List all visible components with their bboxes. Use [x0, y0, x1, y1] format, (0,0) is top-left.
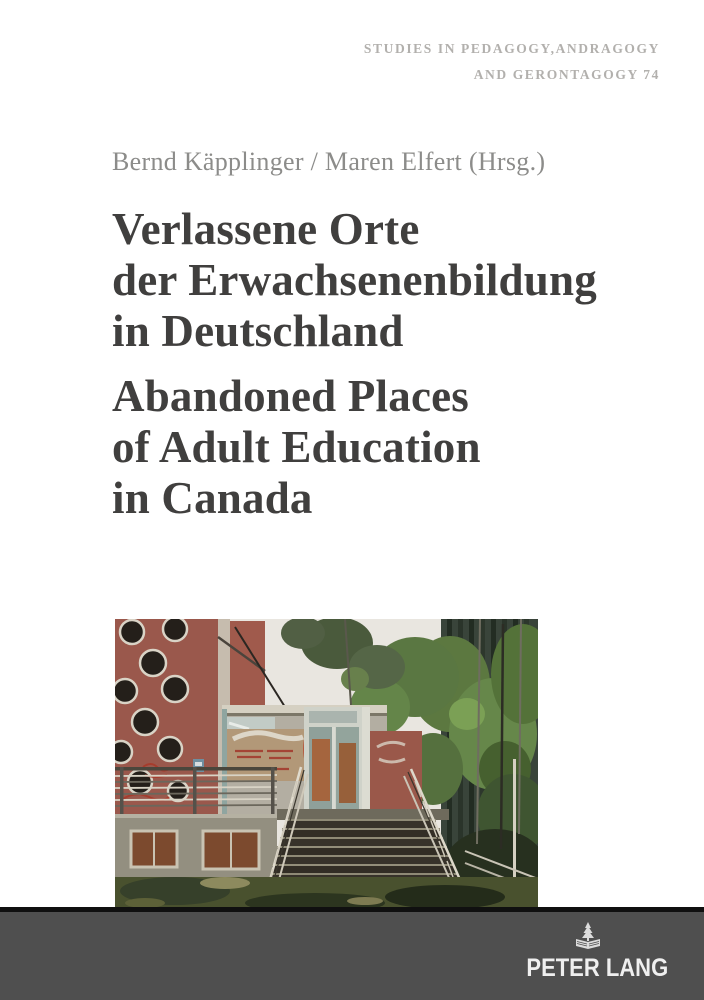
- title-english: [112, 371, 481, 524]
- cover-photo: [115, 619, 538, 907]
- title-en-line-1: Abandoned Places: [112, 371, 470, 421]
- title-en-line-3: in Canada: [112, 473, 313, 523]
- publisher-footer: [0, 912, 704, 1000]
- title-de-line-1: Verlassene Orte: [112, 204, 420, 254]
- title-de-line-2: der Erwachsenenbildung: [112, 255, 597, 305]
- series-line-2: AND GERONTAGOGY 74: [473, 67, 660, 82]
- publisher-name: PETER LANG: [526, 954, 669, 982]
- publisher-block: [518, 922, 669, 983]
- title-en-line-2: of Adult Education: [112, 422, 481, 472]
- title-de-line-3: in Deutschland: [112, 306, 404, 356]
- grass: [115, 877, 538, 907]
- editors-line: Bernd Käpplinger / Maren Elfert (Hrsg.): [112, 147, 546, 176]
- basement: [115, 814, 277, 884]
- tree-book-logo-icon: [518, 922, 658, 952]
- title-german: [112, 204, 597, 357]
- series-line-1: STUDIES IN PEDAGOGY,ANDRAGOGY: [363, 41, 660, 56]
- series-title: [364, 36, 660, 88]
